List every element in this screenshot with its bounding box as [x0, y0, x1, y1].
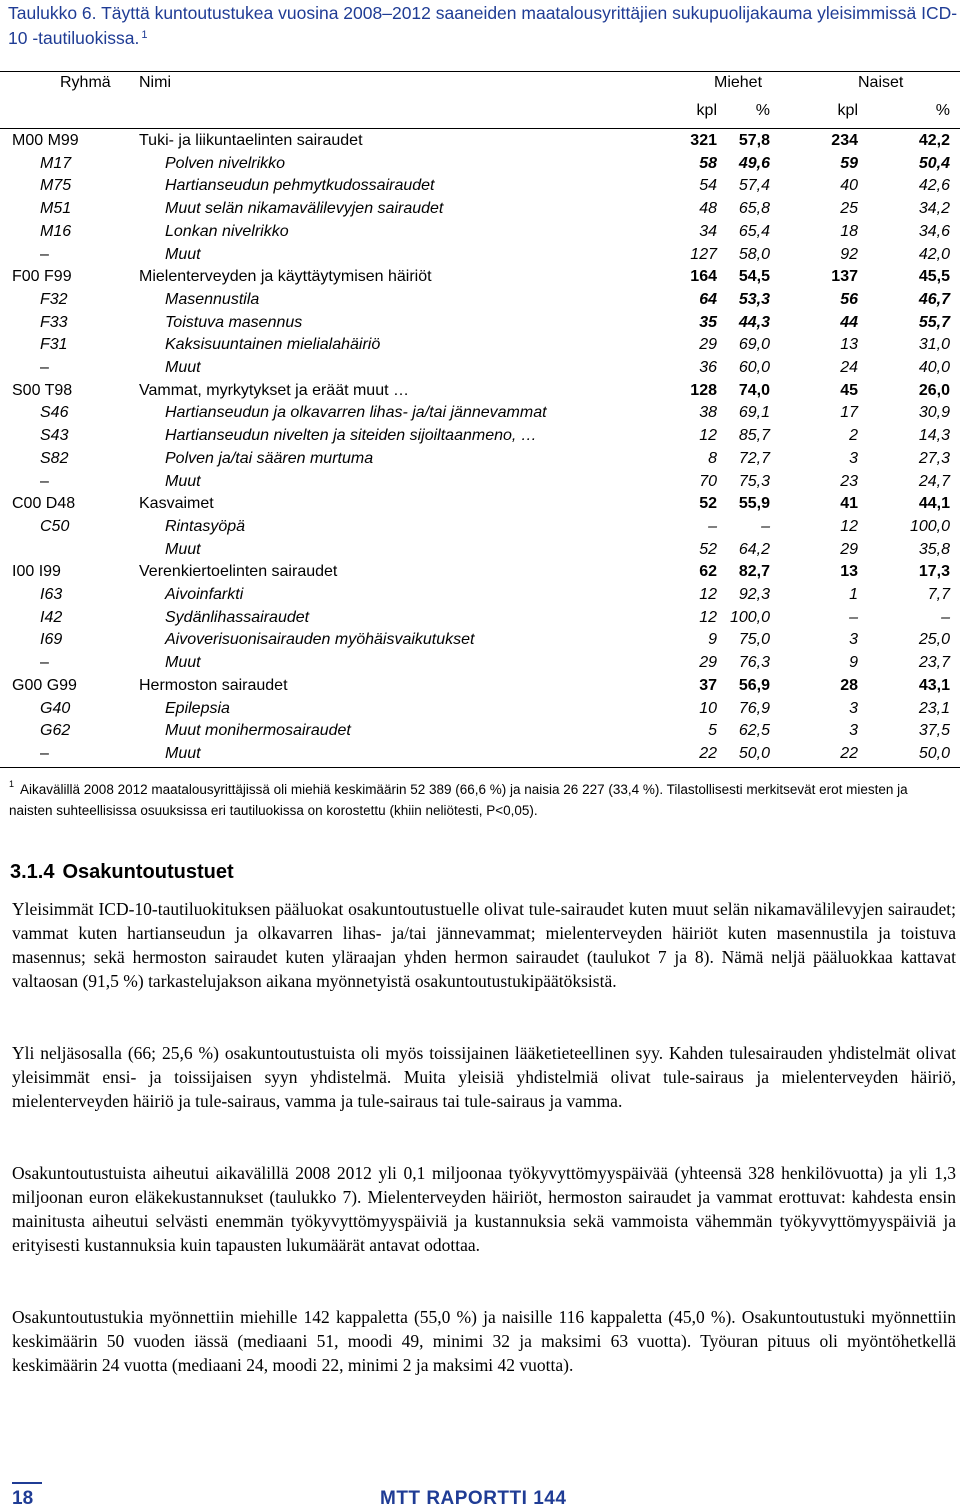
table-caption	[8, 2, 958, 49]
table-row	[0, 153, 960, 175]
row-name: Lonkan nivelrikko	[165, 222, 289, 240]
row-name: Polven nivelrikko	[165, 154, 286, 172]
row-name: Vammat, myrkytykset ja eräät muut …	[139, 381, 409, 399]
table-row	[0, 471, 960, 493]
row-code: M75	[40, 177, 72, 195]
row-women-pct: 26,0	[918, 381, 950, 399]
table-row	[0, 266, 960, 288]
table-row	[0, 334, 960, 356]
header-women-pct: %	[935, 102, 950, 119]
page-number: 18	[12, 1488, 34, 1509]
row-men-count: 62	[699, 563, 717, 581]
row-code: –	[40, 472, 49, 490]
row-women-count: 22	[840, 744, 858, 762]
row-women-count: 3	[849, 699, 858, 717]
row-men-pct: 92,3	[738, 586, 770, 603]
paragraph-1: Yleisimmät ICD-10-tautiluokituksen pääluokat osakuntoutustuelle olivat tule-sairaudet kuten muut selän nikamavälilevyjen sairaudet; vammat kuten hartianseudun ja olkavarren lihas- ja/tai jännevammat; mielenterveyden häiriöt kuten masennustila ja toistuva masennus; sekä hermoston sairaudet kuten yläraajan yhden hermon sairaudet (taulukot 7 ja 8). Nämä neljä pääluokkaa kattavat valtaosan (91,5 %) tarkastelujakson aikana myönnetyistä osakuntoutustukipäätöksistä.	[12, 899, 956, 991]
row-men-count: 12	[699, 586, 717, 603]
report-title: MTT RAPORTTI 144	[380, 1488, 567, 1509]
row-name: Hermoston sairaudet	[139, 676, 288, 694]
row-code: S00 T98	[12, 381, 73, 399]
row-women-count: 13	[840, 563, 858, 581]
table-row	[0, 652, 960, 674]
row-name: Toistuva masennus	[165, 313, 303, 331]
row-men-count: 12	[699, 427, 717, 445]
row-women-pct: –	[941, 608, 950, 626]
row-men-pct: 75,0	[738, 631, 770, 649]
row-code: M17	[40, 154, 72, 172]
row-men-count: 10	[699, 699, 717, 717]
row-women-pct: 31,0	[918, 336, 950, 354]
row-name: Muut	[165, 245, 201, 263]
row-men-pct: 100,0	[729, 608, 770, 626]
row-women-count: 23	[840, 472, 858, 490]
table-row	[0, 425, 960, 447]
row-name: Epilepsia	[165, 699, 230, 717]
row-women-pct: 23,7	[918, 654, 950, 672]
row-women-count: 17	[840, 404, 858, 422]
row-women-pct: 17,3	[918, 563, 950, 581]
row-men-count: 52	[699, 495, 717, 513]
row-women-count: 18	[840, 222, 858, 240]
row-women-pct: 34,6	[918, 222, 950, 240]
paragraph-4: Osakuntoutustukia myönnettiin miehille 142 kappaletta (55,0 %) ja naisille 116 kappaletta (45,0 %). Osakuntoutustuki myönnettiin keskimäärin 50 vuoden iässä (mediaani 51, moodi 49, minimi 32 ja maksimi 63 vuotta). Työuran pituus oli myöntöhetkellä keskimäärin 24 vuotta (mediaani 24, moodi 22, minimi 2 ja maksimi 42 vuotta).	[12, 1307, 956, 1375]
header-group: Ryhmä	[60, 74, 111, 91]
table-row	[0, 312, 960, 334]
row-women-pct: 42,2	[918, 132, 950, 149]
row-men-pct: 69,1	[738, 404, 770, 422]
caption-footnote-marker: 1	[141, 29, 148, 41]
row-women-pct: 44,1	[918, 495, 950, 513]
row-men-count: 22	[699, 744, 717, 762]
row-men-pct: 69,0	[738, 336, 770, 354]
row-name: Kaksisuuntainen mielialahäiriö	[165, 336, 381, 354]
row-women-count: –	[849, 608, 858, 626]
row-women-pct: 23,1	[918, 699, 950, 717]
row-name: Masennustila	[165, 290, 260, 308]
table-row	[0, 516, 960, 538]
section-heading	[10, 861, 234, 884]
row-code: I00 I99	[12, 563, 61, 581]
row-men-pct: 44,3	[738, 313, 770, 331]
row-women-count: 137	[831, 268, 858, 286]
header-men-kpl: kpl	[696, 102, 717, 119]
row-code: I69	[40, 631, 63, 649]
row-men-pct: 53,3	[738, 290, 770, 308]
header-women-kpl: kpl	[837, 102, 858, 119]
row-women-count: 9	[849, 654, 858, 672]
row-women-pct: 34,2	[918, 200, 950, 218]
row-men-pct: 57,8	[738, 132, 770, 149]
row-women-count: 13	[840, 336, 858, 354]
row-men-count: 70	[699, 472, 717, 490]
row-code: M16	[40, 222, 72, 240]
row-women-count: 92	[840, 245, 858, 263]
row-men-count: 48	[699, 200, 717, 218]
row-name: Hartianseudun pehmytkudossairaudet	[165, 177, 435, 195]
table-row	[0, 448, 960, 470]
row-men-count: 64	[699, 290, 717, 308]
row-men-count: 37	[699, 676, 717, 694]
row-women-pct: 35,8	[918, 540, 950, 558]
row-code: F33	[40, 313, 68, 331]
row-men-pct: 85,7	[738, 427, 770, 445]
row-name: Polven ja/tai säären murtuma	[165, 449, 374, 467]
row-code: M00 M99	[12, 132, 79, 149]
paragraph-3: Osakuntoutustuista aiheutui aikavälillä 2008 2012 yli 0,1 miljoonaa työkyvyttömyyspäivää (yhteensä 328 henkilövuotta) ja yli 1,3 miljoonan euron eläkekustannukset (taulukko 7). Mielenterveyden häiriöt, hermoston sairaudet ja vammat erottuvat: kahdesta ensin mainitusta aiheutui selvästi enemmän työkyvyttömyyspäiviä ja kustannuksia sekä vammoista vähemmän työkyvyttömyyspäiviä ja erityisesti kustannuksia kuin tapausten lukumäärät antavat odottaa.	[12, 1163, 956, 1255]
row-women-pct: 50,4	[918, 154, 950, 172]
row-women-pct: 24,7	[918, 472, 950, 490]
row-women-count: 24	[840, 359, 858, 376]
row-women-count: 41	[840, 495, 858, 513]
table-row	[0, 244, 960, 266]
row-code: F31	[40, 336, 68, 354]
row-code: G00 G99	[12, 676, 77, 694]
row-men-count: 52	[699, 540, 717, 558]
row-men-count: 8	[708, 449, 717, 467]
row-women-count: 3	[849, 722, 858, 740]
row-women-pct: 37,5	[918, 722, 950, 740]
table-subheader-row	[0, 100, 960, 122]
row-name: Muut	[165, 359, 201, 376]
row-code: –	[40, 654, 49, 672]
row-code: C00 D48	[12, 495, 76, 513]
row-code: F00 F99	[12, 268, 72, 286]
table-row	[0, 607, 960, 629]
table-row	[0, 357, 960, 379]
row-women-count: 44	[840, 313, 858, 331]
row-men-pct: 55,9	[738, 495, 770, 513]
table-row	[0, 539, 960, 561]
row-code: F32	[40, 290, 68, 308]
table-row	[0, 561, 960, 583]
row-women-pct: 27,3	[918, 449, 950, 467]
row-name: Hartianseudun nivelten ja siteiden sijoiltaanmeno, …	[165, 427, 537, 445]
row-name: Muut selän nikamavälilevyjen sairaudet	[165, 200, 444, 218]
table-row	[0, 289, 960, 311]
row-men-count: 54	[699, 177, 717, 195]
row-code: –	[40, 245, 49, 263]
row-men-pct: 72,7	[738, 449, 770, 467]
row-men-count: 127	[690, 245, 717, 263]
header-rule	[0, 128, 960, 129]
row-men-count: –	[708, 517, 717, 535]
row-men-count: 9	[708, 631, 717, 649]
row-men-pct: 75,3	[738, 472, 770, 490]
row-name: Muut monihermosairaudet	[165, 722, 351, 740]
row-men-pct: 65,4	[738, 222, 770, 240]
row-name: Sydänlihassairaudet	[165, 608, 310, 626]
row-code: G62	[40, 722, 71, 740]
table-row	[0, 629, 960, 651]
row-women-pct: 46,7	[918, 290, 950, 308]
row-men-pct: 50,0	[738, 744, 770, 762]
row-women-count: 3	[849, 631, 858, 649]
footer-rule	[12, 1482, 42, 1484]
row-women-pct: 25,0	[918, 631, 950, 649]
row-men-pct: 82,7	[738, 563, 770, 581]
row-code: –	[40, 359, 49, 376]
table-footnote	[9, 774, 949, 821]
row-code: M51	[40, 200, 72, 218]
row-women-count: 12	[840, 517, 858, 535]
row-code: C50	[40, 517, 70, 535]
row-women-pct: 45,5	[918, 268, 950, 286]
row-women-count: 3	[849, 449, 858, 467]
row-women-pct: 14,3	[918, 427, 950, 445]
row-women-count: 25	[840, 200, 858, 218]
row-men-pct: 60,0	[738, 359, 770, 376]
row-women-pct: 40,0	[918, 359, 950, 376]
row-men-pct: 58,0	[738, 245, 770, 263]
table-row	[0, 175, 960, 197]
table-row	[0, 493, 960, 515]
row-women-pct: 42,6	[918, 177, 950, 195]
row-name: Mielenterveyden ja käyttäytymisen häiriöt	[139, 268, 432, 286]
header-men-pct: %	[755, 102, 770, 119]
table-row	[0, 698, 960, 720]
row-name: Aivoverisuonisairauden myöhäisvaikutukset	[165, 631, 475, 649]
data-table	[0, 71, 960, 762]
row-men-count: 36	[699, 359, 717, 376]
row-women-pct: 55,7	[918, 313, 950, 331]
row-men-count: 12	[699, 608, 717, 626]
row-women-count: 28	[840, 676, 858, 694]
row-name: Muut	[165, 744, 201, 762]
row-men-count: 128	[690, 381, 717, 399]
row-women-count: 45	[840, 381, 858, 399]
row-women-count: 29	[840, 540, 858, 558]
row-women-pct: 100,0	[909, 517, 950, 535]
row-code: I63	[40, 586, 63, 603]
row-men-pct: 57,4	[738, 177, 770, 195]
row-code: S43	[40, 427, 69, 445]
paragraph-2: Yli neljäsosalla (66; 25,6 %) osakuntoutustuista oli myös toissijainen lääketieteellinen syy. Kahden tulesairauden yhdistelmät olivat yleisimmät ensi- ja toissijaisen syyn yhdistelmä. Muita yleisiä yhdistelmiä olivat tule-sairaus ja mielenterveyden häiriö, mielenterveyden häiriö ja tule-sairaus, vamma ja tule-sairaus tai tule-sairaus ja vamma.	[12, 1043, 956, 1111]
footnote-text: Aikavälillä 2008 2012 maatalousyrittäjissä oli miehiä keskimäärin 52 389 (66,6 %) ja naisia 26 227 (33,4 %). Tilastollisesti merkitsevät erot miesten ja naisten suhteellisissa osuuksissa eri tautiluokissa on korostettu (khiin neliötesti, P<0,05).	[9, 782, 908, 818]
row-men-count: 321	[690, 132, 717, 149]
row-men-pct: 64,2	[738, 540, 770, 558]
row-name: Muut	[165, 540, 201, 558]
row-name: Tuki- ja liikuntaelinten sairaudet	[139, 132, 363, 149]
table-header-row	[0, 72, 960, 94]
table-row	[0, 720, 960, 742]
section-number: 3.1.4	[10, 861, 55, 883]
row-name: Hartianseudun ja olkavarren lihas- ja/tai jännevammat	[165, 404, 547, 422]
row-code: –	[40, 744, 49, 762]
row-men-pct: 74,0	[738, 381, 770, 399]
header-women: Naiset	[858, 74, 904, 91]
row-men-pct: 65,8	[738, 200, 770, 218]
table-row	[0, 130, 960, 152]
table-row	[0, 743, 960, 765]
row-men-count: 29	[699, 654, 717, 672]
table-row	[0, 198, 960, 220]
table-row	[0, 380, 960, 402]
row-name: Verenkiertoelinten sairaudet	[139, 563, 338, 581]
row-men-pct: 56,9	[738, 676, 770, 694]
row-men-count: 35	[699, 313, 717, 331]
section-title: Osakuntoutustuet	[62, 861, 234, 883]
row-men-count: 58	[699, 154, 717, 172]
row-women-count: 1	[849, 586, 858, 603]
row-name: Aivoinfarkti	[165, 586, 244, 603]
row-men-count: 34	[699, 222, 717, 240]
footnote-marker: 1	[9, 779, 15, 789]
caption-text: Taulukko 6. Täyttä kuntoutustukea vuosina 2008–2012 saaneiden maatalousyrittäjien sukupuolijakauma yleisimmissä ICD-10 -tautiluokissa.	[8, 3, 958, 48]
row-men-pct: 54,5	[738, 268, 770, 286]
row-men-pct: 62,5	[738, 722, 770, 740]
row-name: Muut	[165, 654, 201, 672]
table-row	[0, 402, 960, 424]
header-name: Nimi	[139, 74, 171, 91]
table-row	[0, 221, 960, 243]
row-code: S82	[40, 449, 69, 467]
row-men-pct: 76,9	[738, 699, 770, 717]
row-women-count: 2	[849, 427, 858, 445]
table-bottom-rule	[0, 767, 960, 768]
table-row	[0, 584, 960, 606]
row-women-count: 59	[840, 154, 858, 172]
row-men-count: 38	[699, 404, 717, 422]
row-women-count: 40	[840, 177, 858, 195]
row-men-pct: 76,3	[738, 654, 770, 672]
row-women-pct: 30,9	[918, 404, 950, 422]
row-men-count: 164	[690, 268, 717, 286]
row-women-pct: 43,1	[918, 676, 950, 694]
row-men-count: 5	[708, 722, 717, 740]
row-code: G40	[40, 699, 71, 717]
row-women-pct: 7,7	[927, 586, 950, 603]
row-women-count: 56	[840, 290, 858, 308]
row-men-pct: 49,6	[738, 154, 770, 172]
row-women-count: 234	[831, 132, 858, 149]
table-row	[0, 675, 960, 697]
row-code: I42	[40, 608, 63, 626]
row-women-pct: 50,0	[918, 744, 950, 762]
row-name: Rintasyöpä	[165, 517, 246, 535]
row-name: Kasvaimet	[139, 495, 214, 513]
row-code: S46	[40, 404, 69, 422]
header-men: Miehet	[714, 74, 763, 91]
row-men-count: 29	[699, 336, 717, 354]
row-men-pct: –	[761, 517, 770, 535]
row-women-pct: 42,0	[918, 245, 950, 263]
row-name: Muut	[165, 472, 201, 490]
